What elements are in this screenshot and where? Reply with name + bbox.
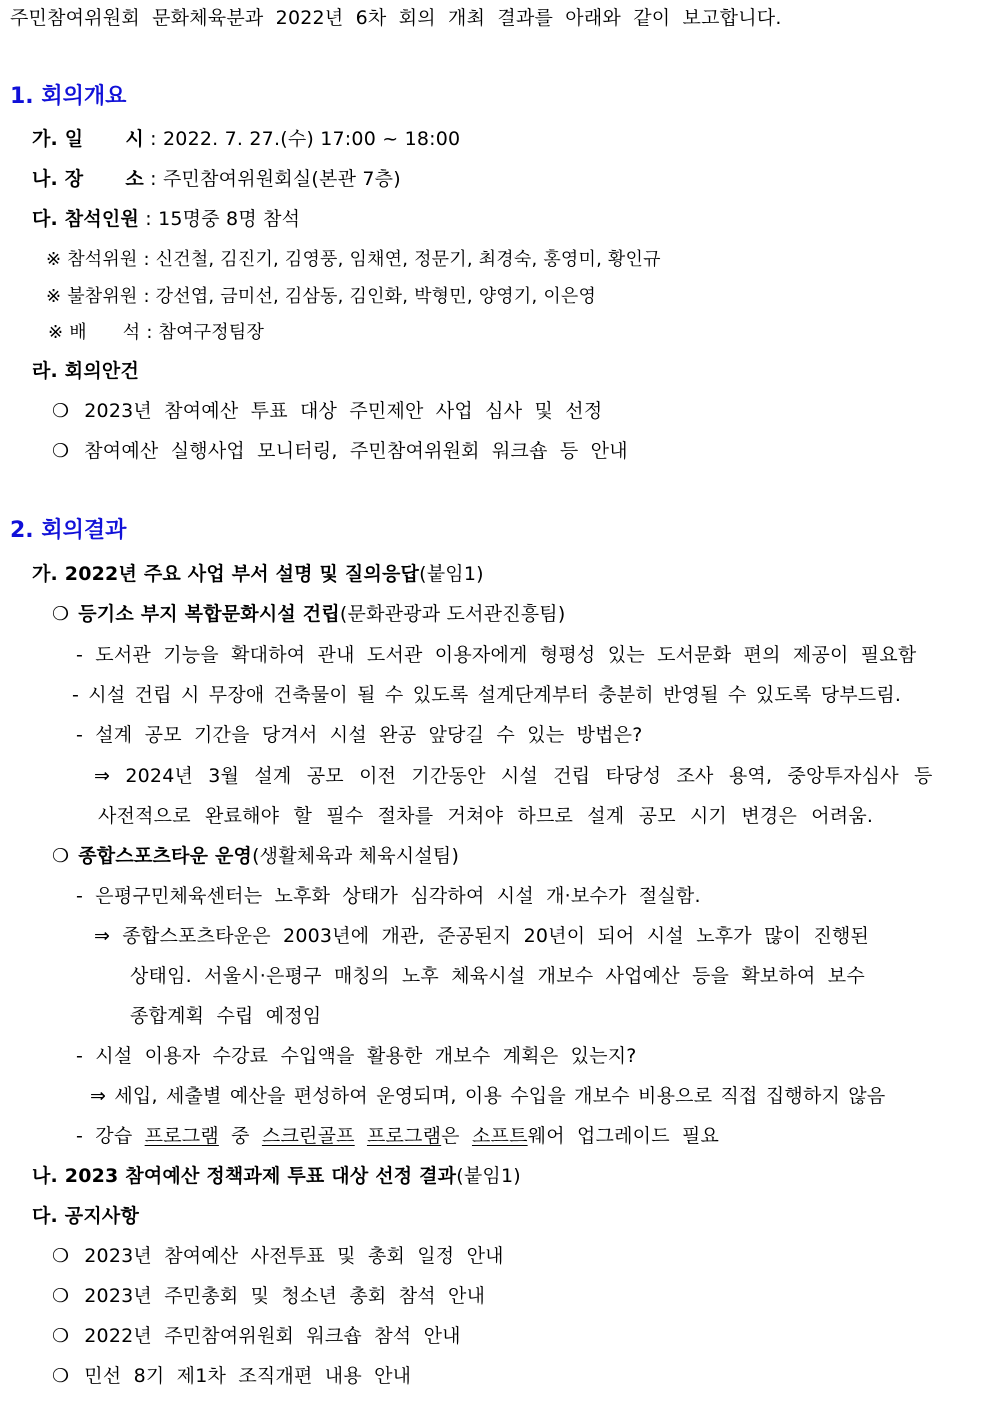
notice-item: ❍ 2022년 주민참여위원회 워크숍 참석 안내 <box>52 1325 461 1347</box>
section-1-title: 1. 회의개요 <box>10 84 127 109</box>
date-value: : 2022. 7. 27.(수) 17:00 ~ 18:00 <box>150 128 461 150</box>
notice-item: ❍ 민선 8기 제1차 조직개편 내용 안내 <box>52 1365 412 1387</box>
place-label-b: 소 <box>125 168 144 190</box>
topic-2-answer: ⇒ 종합스포츠타운은 2003년에 개관, 준공된지 20년이 되어 시설 노후가 많이 진행된 <box>94 925 870 947</box>
topic-1-dept: (문화관광과 도서관진흥팀) <box>339 603 566 625</box>
circle-bullet-icon: ❍ <box>52 1325 70 1347</box>
attendance-value: : 15명중 8명 참석 <box>145 208 301 230</box>
agenda-label: 라. 회의안건 <box>32 360 140 382</box>
section-2c-label: 다. 공지사항 <box>32 1205 140 1227</box>
topic-1-answer: ⇒ 2024년 3월 설계 공모 이전 기간동안 시설 건립 타당성 조사 용역, 중앙투자심사 등 <box>94 765 933 787</box>
topic-2-answer-cont: 상태임. 서울시·은평구 매칭의 노후 체육시설 개보수 사업예산 등을 확보하여 보수 <box>130 965 865 987</box>
present-label: ※ 참석위원 <box>46 249 138 270</box>
observer-row <box>48 320 264 346</box>
topic-1-answer-cont: 사전적으로 완료해야 할 필수 절차를 거쳐야 하므로 설계 공모 시기 변경은 어려움. <box>98 805 874 827</box>
topic-2-dept: (생활체육과 체육시설팀) <box>252 845 460 867</box>
agenda-item: ❍ 2023년 참여예산 투표 대상 주민제안 사업 심사 및 선정 <box>52 400 603 422</box>
topic-2-line: - 강습 프로그램 중 스크린골프 프로그램은 소프트웨어 업그레이드 필요 <box>76 1125 720 1147</box>
topic-2-answer-cont: 종합계획 수립 예정임 <box>130 1005 322 1027</box>
topic-2-line: - 은평구민체육센터는 노후화 상태가 심각하여 시설 개·보수가 절실함. <box>76 885 701 907</box>
section-2-title: 2. 회의결과 <box>10 518 127 543</box>
observer-label-a: ※ 배 <box>48 322 87 343</box>
agenda-item: ❍ 참여예산 실행사업 모니터링, 주민참여위원회 워크숍 등 안내 <box>52 440 628 462</box>
topic-1-line: - 설계 공모 기간을 당겨서 시설 완공 앞당길 수 있는 방법은? <box>76 724 643 746</box>
section-2a-heading <box>32 561 484 587</box>
attendance-label: 다. 참석인원 <box>32 208 140 230</box>
topic-2-answer: ⇒ 세입, 세출별 예산을 편성하여 운영되며, 이용 수입을 개보수 비용으로 직접 집행하지 않음 <box>90 1085 886 1107</box>
topic-2-line: - 시설 이용자 수강료 수입액을 활용한 개보수 계획은 있는지? <box>76 1045 637 1067</box>
circle-bullet-icon: ❍ <box>52 400 70 422</box>
observer-label-b: 석 <box>122 322 141 343</box>
place-value: : 주민참여위원회실(본관 7층) <box>150 168 401 190</box>
absent-value: : 강선엽, 금미선, 김삼동, 김인화, 박형민, 양영기, 이은영 <box>143 286 597 307</box>
place-label-a: 나. 장 <box>32 168 84 190</box>
notice-item: ❍ 2023년 참여예산 사전투표 및 총회 일정 안내 <box>52 1245 504 1267</box>
present-value: : 신건철, 김진기, 김영풍, 임채연, 정문기, 최경숙, 홍영미, 황인규 <box>143 249 661 270</box>
topic-1-line: - 시설 건립 시 무장애 건축물이 될 수 있도록 설계단계부터 충분히 반영될 수 있도록 당부드림. <box>72 684 902 706</box>
attendance-row <box>32 206 300 232</box>
topic-2-heading <box>52 843 459 869</box>
topic-1-heading <box>52 601 565 627</box>
meeting-place-row <box>32 166 401 192</box>
circle-bullet-icon: ❍ <box>52 845 70 867</box>
circle-bullet-icon: ❍ <box>52 1285 70 1307</box>
present-members-row <box>46 247 661 273</box>
section-2b-label: 나. 2023 참여예산 정책과제 투표 대상 선정 결과 <box>32 1165 457 1187</box>
date-label-a: 가. 일 <box>32 128 84 150</box>
topic-1-title: 등기소 부지 복합문화시설 건립 <box>78 603 340 625</box>
attachment-ref: (붙임1) <box>419 563 484 585</box>
attachment-ref: (붙임1) <box>456 1165 521 1187</box>
circle-bullet-icon: ❍ <box>52 603 70 625</box>
circle-bullet-icon: ❍ <box>52 440 70 462</box>
absent-members-row <box>46 284 596 310</box>
section-2a-label: 가. 2022년 주요 사업 부서 설명 및 질의응답 <box>32 563 420 585</box>
date-label-b: 시 <box>125 128 144 150</box>
topic-1-line: - 도서관 기능을 확대하여 관내 도서관 이용자에게 형평성 있는 도서문화 편의 제공이 필요함 <box>76 644 917 666</box>
circle-bullet-icon: ❍ <box>52 1245 70 1267</box>
absent-label: ※ 불참위원 <box>46 286 138 307</box>
notice-item: ❍ 2023년 주민총회 및 청소년 총회 참석 안내 <box>52 1285 486 1307</box>
meeting-date-row <box>32 126 460 152</box>
circle-bullet-icon: ❍ <box>52 1365 70 1387</box>
section-2b-heading <box>32 1163 521 1189</box>
observer-value: : 참여구정팀장 <box>146 322 265 343</box>
intro-text: 주민참여위원회 문화체육분과 2022년 6차 회의 개최 결과를 아래와 같이 보고합니다. <box>10 7 782 29</box>
topic-2-title: 종합스포츠타운 운영 <box>78 845 253 867</box>
